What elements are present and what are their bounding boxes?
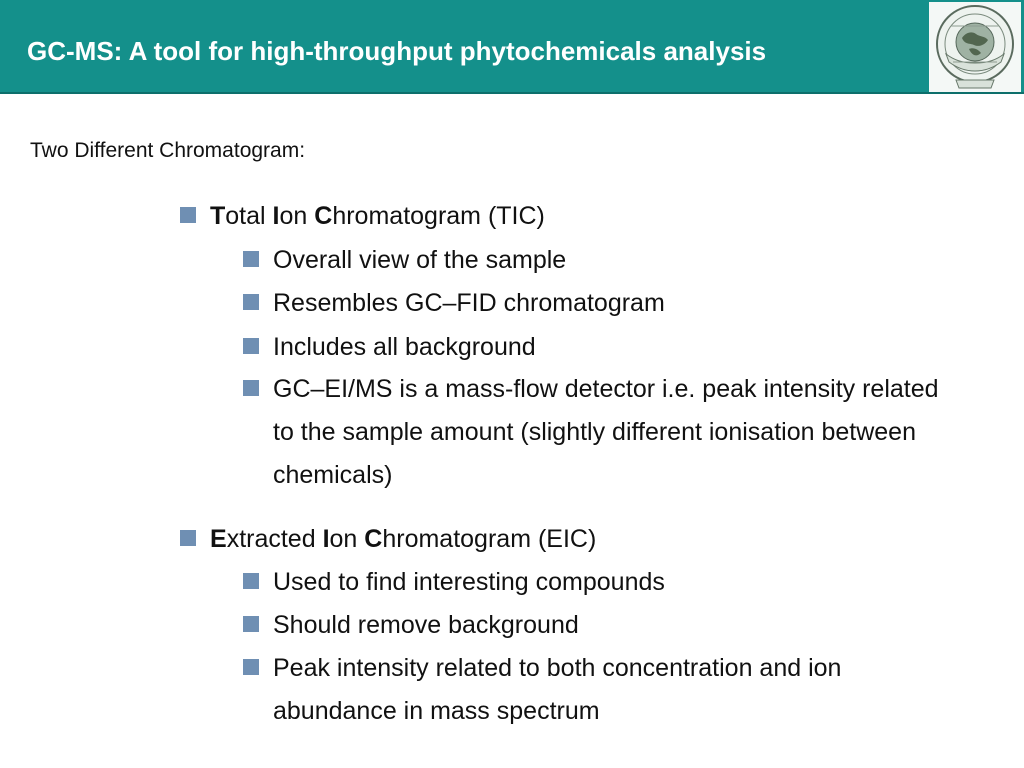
heading-text: hromatogram (EIC) bbox=[382, 525, 597, 553]
eic-item-text: Should remove background bbox=[273, 611, 579, 639]
square-bullet-icon bbox=[180, 530, 196, 546]
slide-title: GC-MS: A tool for high-throughput phytochemicals analysis bbox=[27, 36, 767, 66]
square-bullet-icon bbox=[243, 338, 259, 354]
square-bullet-icon bbox=[243, 659, 259, 675]
heading-initial: I bbox=[272, 202, 280, 230]
eic-item bbox=[273, 647, 963, 733]
heading-text: hromatogram (TIC) bbox=[332, 202, 545, 230]
heading-text: otal bbox=[225, 202, 273, 230]
heading-tic bbox=[210, 195, 990, 238]
heading-text: on bbox=[329, 525, 365, 553]
square-bullet-icon bbox=[243, 573, 259, 589]
eic-item-text: Used to find interesting compounds bbox=[273, 568, 665, 596]
eic-item bbox=[273, 604, 963, 647]
tic-item bbox=[273, 368, 963, 497]
square-bullet-icon bbox=[243, 380, 259, 396]
tic-item-text: Overall view of the sample bbox=[273, 246, 567, 274]
square-bullet-icon bbox=[180, 207, 196, 223]
heading-initial: T bbox=[210, 202, 226, 230]
heading-initial: I bbox=[322, 525, 330, 553]
square-bullet-icon bbox=[243, 616, 259, 632]
tic-item bbox=[273, 326, 963, 369]
tic-item-text: GC–EI/MS is a mass-flow detector i.e. peak intensity related to the sample amount (slightly different ionisation between chemicals) bbox=[273, 375, 939, 489]
heading-text: xtracted bbox=[226, 525, 323, 553]
heading-initial: C bbox=[314, 202, 333, 230]
tic-item bbox=[273, 282, 963, 325]
slide-subtitle: Two Different Chromatogram: bbox=[30, 139, 306, 162]
eic-item-text: Peak intensity related to both concentration and ion abundance in mass spectrum bbox=[273, 654, 842, 725]
heading-eic bbox=[210, 518, 990, 561]
square-bullet-icon bbox=[243, 251, 259, 267]
heading-text: on bbox=[279, 202, 315, 230]
eic-item bbox=[273, 561, 963, 604]
tic-item bbox=[273, 239, 963, 282]
heading-initial: C bbox=[364, 525, 383, 553]
tic-item-text: Resembles GC–FID chromatogram bbox=[273, 289, 665, 317]
square-bullet-icon bbox=[243, 294, 259, 310]
heading-initial: E bbox=[210, 525, 227, 553]
tic-item-text: Includes all background bbox=[273, 333, 536, 361]
